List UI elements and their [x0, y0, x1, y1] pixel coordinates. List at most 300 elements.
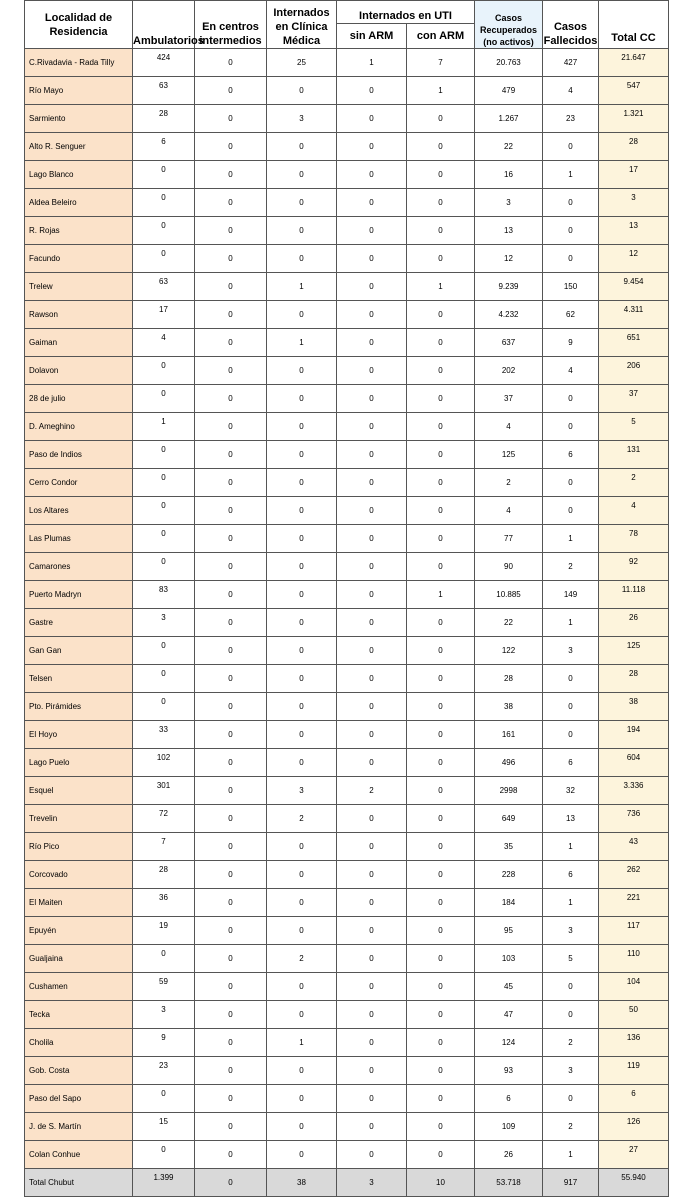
- table-row: [25, 749, 669, 777]
- cell-clinica-medica: 25: [267, 49, 337, 77]
- cell-sin-arm: 0: [337, 833, 407, 861]
- cell-ambulatorios: 83: [133, 581, 195, 609]
- cell-localidad: Rawson: [25, 301, 133, 329]
- total-row: [25, 1169, 669, 1197]
- table-row: [25, 189, 669, 217]
- table-row: [25, 917, 669, 945]
- cell-ambulatorios: 72: [133, 805, 195, 833]
- cell-total-cc: 131: [599, 441, 669, 469]
- cell-total-cc: 78: [599, 525, 669, 553]
- cell-clinica-medica: 0: [267, 889, 337, 917]
- cell-localidad: El Maiten: [25, 889, 133, 917]
- cell-clinica-medica: 1: [267, 329, 337, 357]
- cell-centros-intermedios: 0: [195, 105, 267, 133]
- cell-con-arm: 0: [407, 833, 475, 861]
- cell-total-cc: 1.321: [599, 105, 669, 133]
- cell-recuperados: 38: [475, 693, 543, 721]
- cell-clinica-medica: 0: [267, 469, 337, 497]
- cell-centros-intermedios: 0: [195, 329, 267, 357]
- cell-sin-arm: 0: [337, 609, 407, 637]
- table-row: [25, 665, 669, 693]
- cell-total-cc: 110: [599, 945, 669, 973]
- cell-ambulatorios: 15: [133, 1113, 195, 1141]
- cell-centros-intermedios: 0: [195, 301, 267, 329]
- cell-localidad: Cushamen: [25, 973, 133, 1001]
- cell-recuperados: 109: [475, 1113, 543, 1141]
- cell-recuperados: 22: [475, 609, 543, 637]
- cell-localidad: Las Plumas: [25, 525, 133, 553]
- cell-centros-intermedios: 0: [195, 133, 267, 161]
- cell-fallecidos: 62: [543, 301, 599, 329]
- cell-con-arm: 0: [407, 469, 475, 497]
- cell-total-cc: 13: [599, 217, 669, 245]
- cell-recuperados: 22: [475, 133, 543, 161]
- cell-total-cc: 136: [599, 1029, 669, 1057]
- cell-centros-intermedios: 0: [195, 833, 267, 861]
- cell-recuperados: 124: [475, 1029, 543, 1057]
- cell-ambulatorios: 63: [133, 77, 195, 105]
- cell-fallecidos: 2: [543, 553, 599, 581]
- cell-sin-arm: 0: [337, 637, 407, 665]
- cell-con-arm: 0: [407, 1029, 475, 1057]
- header-fallecidos-label: Casos Fallecidos: [543, 21, 598, 47]
- cell-ambulatorios: 0: [133, 1085, 195, 1113]
- cell-sin-arm: 0: [337, 525, 407, 553]
- cell-fallecidos: 0: [543, 497, 599, 525]
- cell-fallecidos: 6: [543, 861, 599, 889]
- cell-sin-arm: 0: [337, 273, 407, 301]
- header-sin-arm: sin ARM: [337, 24, 407, 49]
- covid-cases-table-sheet: [24, 0, 668, 1197]
- cell-clinica-medica: 1: [267, 1029, 337, 1057]
- table-row: [25, 413, 669, 441]
- cell-ambulatorios: 0: [133, 385, 195, 413]
- cell-centros-intermedios: 0: [195, 917, 267, 945]
- cell-fallecidos: 1: [543, 161, 599, 189]
- cell-ambulatorios: 0: [133, 357, 195, 385]
- header-recuperados: [475, 1, 543, 49]
- cell-ambulatorios: 301: [133, 777, 195, 805]
- cell-recuperados: 4.232: [475, 301, 543, 329]
- cell-sin-arm: 0: [337, 217, 407, 245]
- cell-centros-intermedios: 0: [195, 861, 267, 889]
- cell-recuperados: 2: [475, 469, 543, 497]
- cell-total-cc: 9.454: [599, 273, 669, 301]
- cell-fallecidos: 0: [543, 665, 599, 693]
- cell-clinica-medica: 2: [267, 945, 337, 973]
- cell-total-cc: 221: [599, 889, 669, 917]
- cell-total-cc: 28: [599, 665, 669, 693]
- cell-recuperados: 45: [475, 973, 543, 1001]
- cell-localidad: Gualjaina: [25, 945, 133, 973]
- cell-sin-arm: 0: [337, 1001, 407, 1029]
- header-fallecidos: [543, 1, 599, 49]
- cell-total-cc: 6: [599, 1085, 669, 1113]
- cell-fallecidos: 0: [543, 133, 599, 161]
- cell-recuperados: 20.763: [475, 49, 543, 77]
- cell-localidad: Aldea Beleiro: [25, 189, 133, 217]
- cell-centros-intermedios: 0: [195, 357, 267, 385]
- cell-recuperados: 1.267: [475, 105, 543, 133]
- cell-centros-intermedios: 0: [195, 973, 267, 1001]
- cell-recuperados: 47: [475, 1001, 543, 1029]
- cell-clinica-medica: 0: [267, 1057, 337, 1085]
- cell-localidad: Epuyén: [25, 917, 133, 945]
- cell-sin-arm: 0: [337, 469, 407, 497]
- cell-fallecidos: 150: [543, 273, 599, 301]
- cell-ambulatorios: 0: [133, 553, 195, 581]
- cell-ambulatorios: 0: [133, 1141, 195, 1169]
- cell-con-arm: 0: [407, 945, 475, 973]
- cell-sin-arm: 0: [337, 1029, 407, 1057]
- cell-fallecidos: 427: [543, 49, 599, 77]
- cell-localidad: Sarmiento: [25, 105, 133, 133]
- cell-localidad: Camarones: [25, 553, 133, 581]
- cell-sin-arm: 0: [337, 105, 407, 133]
- cell-sin-arm: 0: [337, 329, 407, 357]
- cell-con-arm: 0: [407, 1141, 475, 1169]
- cell-total-cc: 104: [599, 973, 669, 1001]
- cell-fallecidos: 9: [543, 329, 599, 357]
- header-ambulatorios: Ambulatorios: [133, 1, 195, 49]
- cell-clinica-medica: 0: [267, 553, 337, 581]
- cell-con-arm: 0: [407, 497, 475, 525]
- cell-total-cc: 262: [599, 861, 669, 889]
- cell-clinica-medica: 0: [267, 217, 337, 245]
- cell-total-cc: 126: [599, 1113, 669, 1141]
- cell-localidad: Lago Blanco: [25, 161, 133, 189]
- cell-fallecidos: 0: [543, 469, 599, 497]
- cell-total-cc: 12: [599, 245, 669, 273]
- cell-ambulatorios: 3: [133, 1001, 195, 1029]
- table-row: [25, 1113, 669, 1141]
- cell-clinica-medica: 0: [267, 245, 337, 273]
- cell-fallecidos: 1: [543, 889, 599, 917]
- cell-con-arm: 0: [407, 413, 475, 441]
- cell-con-arm: 0: [407, 637, 475, 665]
- cell-sin-arm: 0: [337, 917, 407, 945]
- cell-total-cc: 2: [599, 469, 669, 497]
- cell-sin-arm: 0: [337, 301, 407, 329]
- table-body: [25, 49, 669, 1197]
- cell-clinica-medica: 0: [267, 609, 337, 637]
- cell-localidad: Corcovado: [25, 861, 133, 889]
- cell-total-cc: 119: [599, 1057, 669, 1085]
- cell-recuperados: 122: [475, 637, 543, 665]
- cell-total-cc: 3.336: [599, 777, 669, 805]
- cell-clinica-medica: 0: [267, 441, 337, 469]
- cell-fallecidos: 0: [543, 693, 599, 721]
- cell-centros-intermedios: 0: [195, 217, 267, 245]
- cell-centros-intermedios: 0: [195, 413, 267, 441]
- cell-recuperados: 37: [475, 385, 543, 413]
- cell-clinica-medica: 1: [267, 273, 337, 301]
- cell-con-arm: 0: [407, 721, 475, 749]
- table-row: [25, 49, 669, 77]
- cell-sin-arm: 0: [337, 413, 407, 441]
- cell-fallecidos: 4: [543, 77, 599, 105]
- cell-sin-arm: 0: [337, 245, 407, 273]
- cell-sin-arm: 0: [337, 861, 407, 889]
- cell-centros-intermedios: 0: [195, 609, 267, 637]
- header-clinica-label: en Clínica Médica: [275, 21, 328, 47]
- cell-sin-arm: 0: [337, 889, 407, 917]
- cell-fallecidos: 2: [543, 1113, 599, 1141]
- cell-centros-intermedios: 0: [195, 1001, 267, 1029]
- cell-sin-arm: 0: [337, 1085, 407, 1113]
- cell-con-arm: 0: [407, 777, 475, 805]
- table-row: [25, 721, 669, 749]
- cell-clinica-medica: 38: [267, 1169, 337, 1197]
- cell-recuperados: 53.718: [475, 1169, 543, 1197]
- cell-ambulatorios: 0: [133, 665, 195, 693]
- cell-fallecidos: 23: [543, 105, 599, 133]
- cell-fallecidos: 4: [543, 357, 599, 385]
- cell-con-arm: 0: [407, 357, 475, 385]
- cell-total-cc: 21.647: [599, 49, 669, 77]
- cell-clinica-medica: 0: [267, 581, 337, 609]
- cell-clinica-medica: 0: [267, 385, 337, 413]
- cell-centros-intermedios: 0: [195, 245, 267, 273]
- cell-fallecidos: 2: [543, 1029, 599, 1057]
- cell-ambulatorios: 36: [133, 889, 195, 917]
- cell-fallecidos: 149: [543, 581, 599, 609]
- cell-con-arm: 0: [407, 105, 475, 133]
- cell-recuperados: 28: [475, 665, 543, 693]
- cell-clinica-medica: 0: [267, 133, 337, 161]
- cell-localidad: Pto. Pirámides: [25, 693, 133, 721]
- header-internados-label: Internados: [273, 7, 330, 19]
- cell-con-arm: 0: [407, 749, 475, 777]
- cell-con-arm: 0: [407, 301, 475, 329]
- cell-centros-intermedios: 0: [195, 805, 267, 833]
- cell-total-cc: 206: [599, 357, 669, 385]
- cell-sin-arm: 0: [337, 1057, 407, 1085]
- cell-fallecidos: 3: [543, 917, 599, 945]
- cell-clinica-medica: 0: [267, 1113, 337, 1141]
- cell-recuperados: 496: [475, 749, 543, 777]
- cell-con-arm: 0: [407, 245, 475, 273]
- cell-localidad: Telsen: [25, 665, 133, 693]
- cell-localidad: Tecka: [25, 1001, 133, 1029]
- cell-sin-arm: 0: [337, 357, 407, 385]
- cell-total-cc: 50: [599, 1001, 669, 1029]
- cell-centros-intermedios: 0: [195, 1085, 267, 1113]
- cell-recuperados: 77: [475, 525, 543, 553]
- cell-recuperados: 479: [475, 77, 543, 105]
- cell-sin-arm: 0: [337, 385, 407, 413]
- cell-clinica-medica: 0: [267, 1141, 337, 1169]
- cell-recuperados: 12: [475, 245, 543, 273]
- cell-sin-arm: 0: [337, 581, 407, 609]
- cell-localidad: 28 de julio: [25, 385, 133, 413]
- cell-sin-arm: 0: [337, 665, 407, 693]
- cell-localidad: J. de S. Martín: [25, 1113, 133, 1141]
- cell-centros-intermedios: 0: [195, 665, 267, 693]
- cell-centros-intermedios: 0: [195, 749, 267, 777]
- cell-con-arm: 0: [407, 861, 475, 889]
- cell-con-arm: 0: [407, 133, 475, 161]
- cell-centros-intermedios: 0: [195, 693, 267, 721]
- cell-localidad: El Hoyo: [25, 721, 133, 749]
- cell-recuperados: 103: [475, 945, 543, 973]
- cell-localidad: Paso del Sapo: [25, 1085, 133, 1113]
- cell-ambulatorios: 0: [133, 189, 195, 217]
- cell-centros-intermedios: 0: [195, 581, 267, 609]
- cell-fallecidos: 0: [543, 189, 599, 217]
- cell-con-arm: 0: [407, 917, 475, 945]
- cell-recuperados: 93: [475, 1057, 543, 1085]
- cell-sin-arm: 0: [337, 749, 407, 777]
- table-row: [25, 329, 669, 357]
- cell-fallecidos: 0: [543, 413, 599, 441]
- cell-con-arm: 0: [407, 217, 475, 245]
- cell-total-cc: 736: [599, 805, 669, 833]
- cell-recuperados: 637: [475, 329, 543, 357]
- cell-con-arm: 0: [407, 553, 475, 581]
- table-row: [25, 469, 669, 497]
- cell-localidad: Gan Gan: [25, 637, 133, 665]
- cell-centros-intermedios: 0: [195, 385, 267, 413]
- cell-recuperados: 2998: [475, 777, 543, 805]
- cell-total-cc: 17: [599, 161, 669, 189]
- cell-total-cc: 3: [599, 189, 669, 217]
- cell-recuperados: 35: [475, 833, 543, 861]
- cell-total-cc: 55.940: [599, 1169, 669, 1197]
- table-row: [25, 861, 669, 889]
- cell-con-arm: 1: [407, 77, 475, 105]
- table-row: [25, 105, 669, 133]
- cell-ambulatorios: 0: [133, 637, 195, 665]
- cell-clinica-medica: 0: [267, 77, 337, 105]
- table-row: [25, 637, 669, 665]
- cell-localidad: Río Pico: [25, 833, 133, 861]
- cell-localidad: Los Altares: [25, 497, 133, 525]
- cell-localidad: Lago Puelo: [25, 749, 133, 777]
- cell-localidad: Colan Conhue: [25, 1141, 133, 1169]
- cell-localidad: Gastre: [25, 609, 133, 637]
- cell-total-cc: 4: [599, 497, 669, 525]
- table-row: [25, 497, 669, 525]
- header-centros-intermedios: En centros intermedios: [195, 1, 267, 49]
- cell-fallecidos: 1: [543, 1141, 599, 1169]
- cell-localidad: Río Mayo: [25, 77, 133, 105]
- cell-total-cc: 125: [599, 637, 669, 665]
- table-row: [25, 833, 669, 861]
- cell-recuperados: 184: [475, 889, 543, 917]
- cell-recuperados: 13: [475, 217, 543, 245]
- cell-ambulatorios: 1: [133, 413, 195, 441]
- cell-fallecidos: 0: [543, 385, 599, 413]
- cell-centros-intermedios: 0: [195, 1113, 267, 1141]
- cell-localidad: Total Chubut: [25, 1169, 133, 1197]
- cell-fallecidos: 1: [543, 525, 599, 553]
- table-row: [25, 161, 669, 189]
- cell-con-arm: 0: [407, 1085, 475, 1113]
- cell-localidad: Gob. Costa: [25, 1057, 133, 1085]
- cell-con-arm: 0: [407, 805, 475, 833]
- table-row: [25, 581, 669, 609]
- cell-con-arm: 1: [407, 581, 475, 609]
- cell-ambulatorios: 23: [133, 1057, 195, 1085]
- cell-recuperados: 161: [475, 721, 543, 749]
- cell-fallecidos: 13: [543, 805, 599, 833]
- cell-ambulatorios: 0: [133, 525, 195, 553]
- cell-centros-intermedios: 0: [195, 777, 267, 805]
- cell-ambulatorios: 0: [133, 693, 195, 721]
- table-row: [25, 217, 669, 245]
- table-row: [25, 1029, 669, 1057]
- table-row: [25, 385, 669, 413]
- cell-sin-arm: 0: [337, 553, 407, 581]
- cell-ambulatorios: 3: [133, 609, 195, 637]
- cell-sin-arm: 0: [337, 497, 407, 525]
- cell-recuperados: 90: [475, 553, 543, 581]
- cell-clinica-medica: 0: [267, 525, 337, 553]
- cell-ambulatorios: 59: [133, 973, 195, 1001]
- cell-total-cc: 27: [599, 1141, 669, 1169]
- cell-clinica-medica: 0: [267, 497, 337, 525]
- cell-total-cc: 38: [599, 693, 669, 721]
- cell-centros-intermedios: 0: [195, 1141, 267, 1169]
- cell-centros-intermedios: 0: [195, 1169, 267, 1197]
- cell-sin-arm: 0: [337, 133, 407, 161]
- cell-con-arm: 0: [407, 1057, 475, 1085]
- table-row: [25, 945, 669, 973]
- cell-total-cc: 117: [599, 917, 669, 945]
- cell-ambulatorios: 28: [133, 105, 195, 133]
- cell-fallecidos: 0: [543, 721, 599, 749]
- cell-ambulatorios: 28: [133, 861, 195, 889]
- cell-con-arm: 0: [407, 161, 475, 189]
- cell-sin-arm: 3: [337, 1169, 407, 1197]
- cell-recuperados: 649: [475, 805, 543, 833]
- cell-fallecidos: 0: [543, 973, 599, 1001]
- cell-centros-intermedios: 0: [195, 441, 267, 469]
- cell-recuperados: 4: [475, 413, 543, 441]
- cell-localidad: Trevelin: [25, 805, 133, 833]
- cell-sin-arm: 0: [337, 161, 407, 189]
- table-row: [25, 553, 669, 581]
- cell-clinica-medica: 0: [267, 749, 337, 777]
- cell-recuperados: 4: [475, 497, 543, 525]
- cell-total-cc: 37: [599, 385, 669, 413]
- table-row: [25, 301, 669, 329]
- header-uti-group: [337, 1, 475, 24]
- cell-clinica-medica: 3: [267, 777, 337, 805]
- header-recuperados-label: Casos Recuperados (no activos): [479, 13, 538, 47]
- cell-ambulatorios: 0: [133, 245, 195, 273]
- cell-ambulatorios: 6: [133, 133, 195, 161]
- cell-centros-intermedios: 0: [195, 721, 267, 749]
- cell-sin-arm: 0: [337, 1113, 407, 1141]
- cell-sin-arm: 0: [337, 693, 407, 721]
- cell-ambulatorios: 0: [133, 161, 195, 189]
- cell-sin-arm: 0: [337, 945, 407, 973]
- cell-recuperados: 9.239: [475, 273, 543, 301]
- cell-clinica-medica: 0: [267, 833, 337, 861]
- cell-localidad: Facundo: [25, 245, 133, 273]
- cell-ambulatorios: 0: [133, 469, 195, 497]
- cell-sin-arm: 0: [337, 189, 407, 217]
- cell-localidad: C.Rivadavia - Rada Tilly: [25, 49, 133, 77]
- cell-fallecidos: 32: [543, 777, 599, 805]
- cell-fallecidos: 3: [543, 637, 599, 665]
- cell-recuperados: 26: [475, 1141, 543, 1169]
- cell-con-arm: 0: [407, 525, 475, 553]
- cell-recuperados: 6: [475, 1085, 543, 1113]
- cell-sin-arm: 2: [337, 777, 407, 805]
